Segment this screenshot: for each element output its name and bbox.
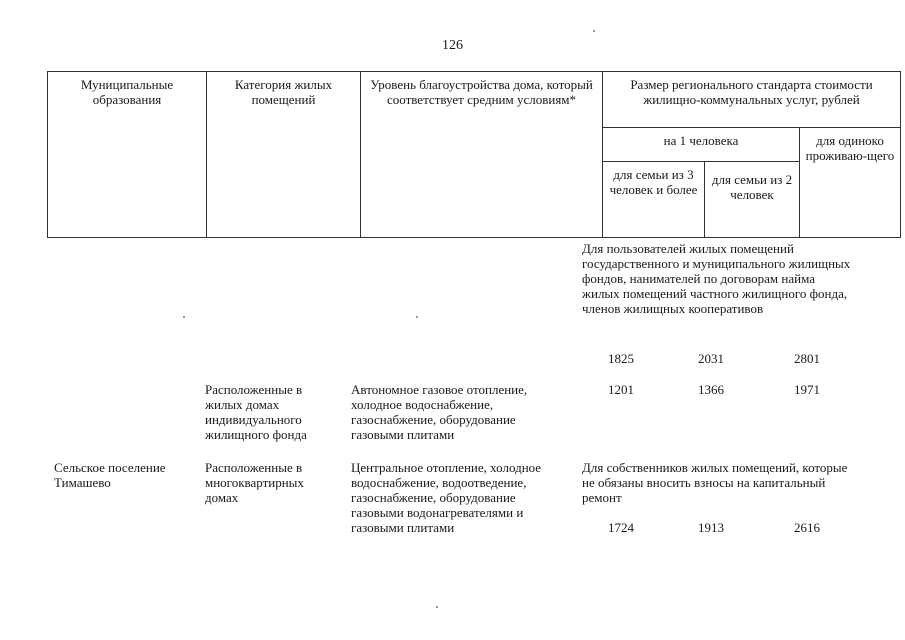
page-number: 126: [442, 38, 463, 53]
header-family3: для семьи из 3 человек и более: [603, 162, 705, 238]
row-municipality: Сельское поселение Тимашево: [54, 460, 166, 490]
value-family3: 1201: [608, 382, 634, 397]
value-family2: 1913: [698, 520, 724, 535]
value-single: 2801: [794, 351, 820, 366]
value-family2: 2031: [698, 351, 724, 366]
scan-speck: [183, 316, 185, 318]
section-note: Для пользователей жилых помещений государственного и муниципального жилищных фондов, нанимателей по договорам найма жилых помещений частного жилищного фонда, членов жилищных кооперативов: [582, 241, 851, 316]
header-level: Уровень благоустройства дома, который соответствует средним условиям*: [361, 72, 603, 238]
row-level: Автономное газовое отопление, холодное водоснабжение, газоснабжение, оборудование газовыми плитами: [351, 382, 528, 442]
row-category: Расположенные в многоквартирных домах: [205, 460, 304, 505]
value-family2: 1366: [698, 382, 724, 397]
header-municipality: Муниципальные образования: [48, 72, 207, 238]
row-category: Расположенные в жилых домах индивидуального жилищного фонда: [205, 382, 307, 442]
row-level: Центральное отопление, холодное водоснабжение, водоотведение, газоснабжение, оборудование газовыми водонагревателями и газовыми плитами: [351, 460, 542, 535]
header-single: для одиноко проживаю-щего: [800, 128, 901, 238]
value-family3: 1825: [608, 351, 634, 366]
scan-speck: [436, 606, 438, 608]
header-family2: для семьи из 2 человек: [705, 162, 800, 238]
value-family3: 1724: [608, 520, 634, 535]
section-note: Для собственников жилых помещений, которые не обязаны вносить взносы на капитальный ремонт: [582, 460, 848, 505]
scan-speck: [416, 316, 418, 318]
header-per-person: на 1 человека: [603, 128, 800, 162]
header-category: Категория жилых помещений: [207, 72, 361, 238]
scan-speck: [593, 30, 595, 32]
value-single: 1971: [794, 382, 820, 397]
header-standard: Размер регионального стандарта стоимости жилищно-коммунальных услуг, рублей: [603, 72, 901, 128]
value-single: 2616: [794, 520, 820, 535]
table-header: [47, 71, 901, 238]
